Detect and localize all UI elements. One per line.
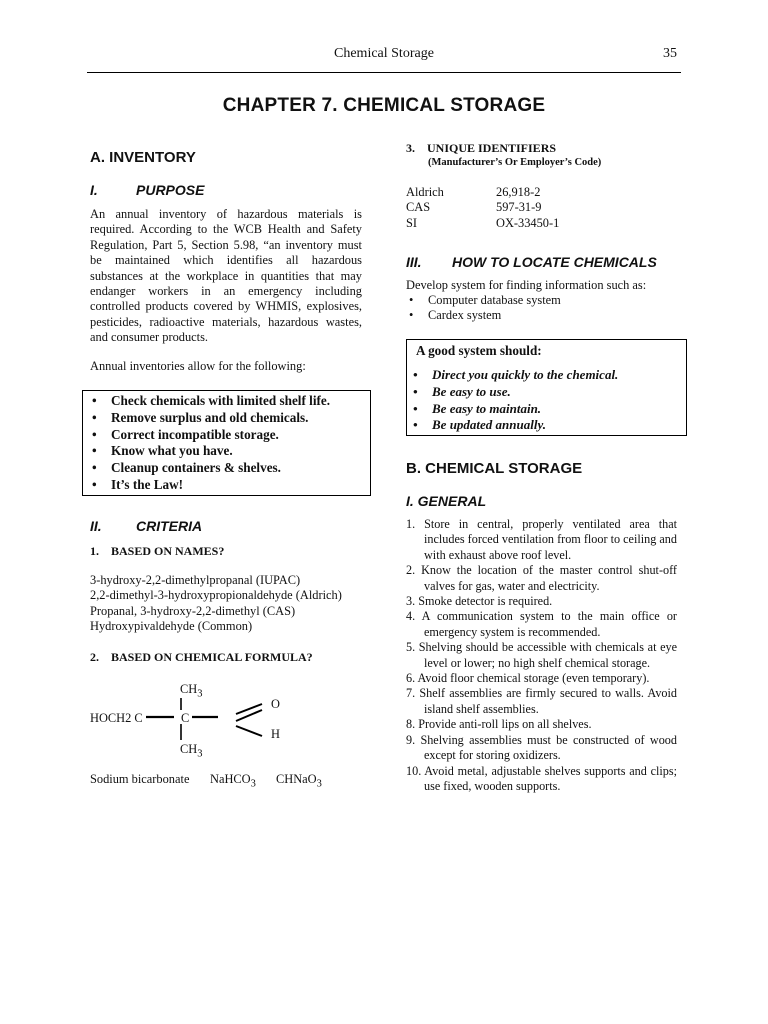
identifier-value: 26,918-2: [496, 185, 541, 199]
hydrogen-label: H: [271, 727, 280, 741]
ch3-top-label: $CH_3$: [180, 682, 203, 700]
locate-item: • Cardex system: [406, 308, 561, 323]
good-system-item: • Be updated annually.: [410, 417, 618, 434]
good-system-title: A good system should:: [416, 343, 542, 358]
running-header-title: Chemical Storage: [334, 46, 434, 61]
benefit-item: • Correct incompatible storage.: [89, 427, 330, 444]
inventory-benefits-box: [82, 390, 371, 496]
allow-text: Annual inventories allow for the following:: [90, 359, 306, 373]
identifier-value: 597-31-9: [496, 200, 542, 215]
storage-item: 8. Provide anti-roll lips on all shelves.: [406, 717, 592, 732]
names-list: [90, 573, 342, 635]
storage-item: 9. Shelving assemblies must be constructed of wood except for storing oxidizers.: [406, 732, 677, 763]
name-line: Propanal, 3-hydroxy-2,2-dimethyl (CAS): [90, 603, 296, 618]
good-system-item: • Be easy to maintain.: [410, 401, 618, 418]
section-a-heading: A. INVENTORY: [90, 149, 196, 166]
identifier-row: [406, 216, 606, 231]
storage-item: 5. Shelving should be accessible with chemicals at eye level or lower; no high shelf chemical storage.: [406, 640, 677, 670]
good-system-item: • Direct you quickly to the chemical.: [410, 367, 618, 384]
storage-item: 2. Know the location of the master control shut-off valves for gas, water and electricity.: [406, 563, 677, 593]
benefit-item: • Remove surplus and old chemicals.: [89, 410, 330, 427]
benefit-item: • It’s the Law!: [89, 477, 330, 494]
storage-item: 10. Avoid metal, adjustable shelves supports and clips; use fixed, wooden supports.: [406, 763, 677, 793]
name-line: Hydroxypivaldehyde (Common): [90, 619, 253, 634]
identifiers-heading: 3. UNIQUE IDENTIFIERS: [406, 141, 557, 155]
identifier-label: CAS: [406, 200, 431, 215]
structure-bonds: [140, 694, 270, 754]
chapter-title: CHAPTER 7. CHEMICAL STORAGE: [222, 95, 546, 116]
sodium-formula-1: NaHCO$_3$: [210, 772, 256, 790]
storage-item: 4. A communication system to the main office or emergency system is recommended.: [406, 609, 677, 639]
purpose-num: I.: [90, 182, 98, 198]
locate-list: [406, 293, 561, 324]
identifiers-table: [406, 185, 606, 231]
header-rule: [87, 72, 681, 73]
formula-heading: 2. BASED ON CHEMICAL FORMULA?: [90, 650, 313, 664]
oxygen-label: O: [271, 697, 280, 711]
identifier-label: Aldrich: [406, 185, 444, 199]
benefit-item: • Cleanup containers & shelves.: [89, 460, 330, 477]
name-line: 3-hydroxy-2,2-dimethylpropanal (IUPAC): [90, 573, 301, 587]
name-line: 2,2-dimethyl-3-hydroxypropionaldehyde (Aldrich): [90, 588, 342, 603]
sodium-name: Sodium bicarbonate: [90, 772, 190, 786]
ch3-bottom-label: $CH_3$: [180, 742, 203, 760]
bond-to-h: [236, 726, 262, 736]
purpose-paragraph: An annual inventory of hazardous materials is required. According to the WCB Health and Safety Regulation, Part 5, Section 5.98, “an inventory must be maintained which identifies all hazardous substances at the workplace in quantities that may endanger workers in an emergency including controlled products covered by WHMIS, explosives, pesticides, radioactive materials, hazardous wastes, and consumer products.: [90, 207, 362, 345]
storage-item: 7. Shelf assemblies are firmly secured to walls. Avoid island shelf assemblies.: [406, 686, 677, 716]
criteria-title: CRITERIA: [136, 518, 203, 534]
criteria-num: II.: [90, 518, 102, 534]
locate-item: • Computer database system: [406, 293, 561, 308]
storage-item: 1. Store in central, properly ventilated area that includes forced ventilation from floor to ceiling and with exhaust above roof level.: [406, 517, 677, 562]
storage-list: [406, 517, 677, 794]
good-system-item: • Be easy to use.: [410, 384, 618, 401]
locate-title: HOW TO LOCATE CHEMICALS: [452, 254, 657, 270]
general-title: I. GENERAL: [406, 493, 487, 509]
locate-text: Develop system for finding information such as:: [406, 278, 647, 292]
names-heading: 1. BASED ON NAMES?: [90, 544, 225, 558]
purpose-title: PURPOSE: [136, 182, 205, 198]
benefit-item: • Check chemicals with limited shelf life.: [89, 393, 330, 410]
section-b-heading: B. CHEMICAL STORAGE: [406, 460, 583, 477]
identifier-label: SI: [406, 215, 418, 230]
storage-item: 3. Smoke detector is required.: [406, 594, 553, 609]
page-number: 35: [663, 46, 677, 61]
identifier-value: OX-33450-1: [496, 215, 560, 230]
hoch2-label: HOCH2 C: [90, 711, 143, 725]
sodium-formula-2: CHNaO$_3$: [276, 772, 322, 790]
locate-num: III.: [406, 254, 422, 270]
identifier-row: [406, 185, 606, 200]
identifiers-subheading: (Manufacturer’s Or Employer’s Code): [428, 157, 602, 168]
good-system-box: [406, 339, 687, 436]
storage-item: 6. Avoid floor chemical storage (even temporary).: [406, 671, 650, 686]
center-carbon-label: C: [181, 711, 190, 725]
identifier-row: [406, 200, 606, 215]
benefit-item: • Know what you have.: [89, 443, 330, 460]
